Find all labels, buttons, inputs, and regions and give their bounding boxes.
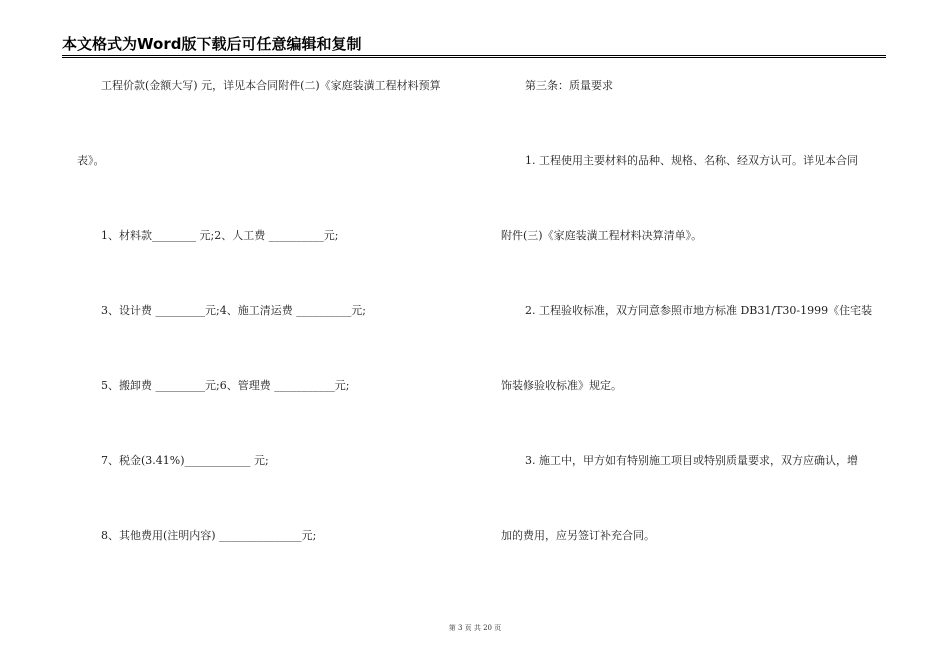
header-rule-bottom bbox=[62, 57, 886, 58]
left-line-tax: 7、税金(3.41%)____________ 元; bbox=[101, 454, 269, 467]
right-line-clause-3b: 加的费用，应另签订补充合同。 bbox=[501, 529, 655, 542]
right-line-clause-2b: 饰装修验收标准》规定。 bbox=[501, 379, 622, 392]
right-line-clause-1a: 1. 工程使用主要材料的品种、规格、名称、经双方认可。详见本合同 bbox=[525, 154, 858, 167]
left-line-materials-labor: 1、材料款________ 元;2、人工费 __________元; bbox=[101, 229, 339, 242]
header-rule-top bbox=[62, 55, 886, 56]
right-line-article-three: 第三条：质量要求 bbox=[525, 79, 613, 92]
page-number-footer: 第 3 页 共 20 页 bbox=[448, 624, 502, 632]
right-line-clause-2a: 2. 工程验收标准，双方同意参照市地方标准 DB31/T30-1999《住宅装 bbox=[525, 304, 873, 317]
right-line-clause-3a: 3. 施工中，甲方如有特别施工项目或特别质量要求，双方应确认，增 bbox=[525, 454, 858, 467]
left-line-contract-price: 工程价款(金额大写) 元，详见本合同附件(二)《家庭装潢工程材料预算 bbox=[101, 79, 441, 92]
left-line-other-fees: 8、其他费用(注明内容) _______________元; bbox=[101, 529, 317, 542]
document-header-title: 本文格式为Word版下载后可任意编辑和复制 bbox=[62, 35, 362, 53]
left-line-budget-table: 表》。 bbox=[77, 154, 105, 167]
left-line-handling-management: 5、搬卸费 _________元;6、管理费 ___________元; bbox=[101, 379, 350, 392]
right-line-clause-1b: 附件(三)《家庭装潢工程材料决算清单》。 bbox=[501, 229, 703, 242]
left-line-design-cleanup: 3、设计费 _________元;4、施工清运费 __________元; bbox=[101, 304, 366, 317]
